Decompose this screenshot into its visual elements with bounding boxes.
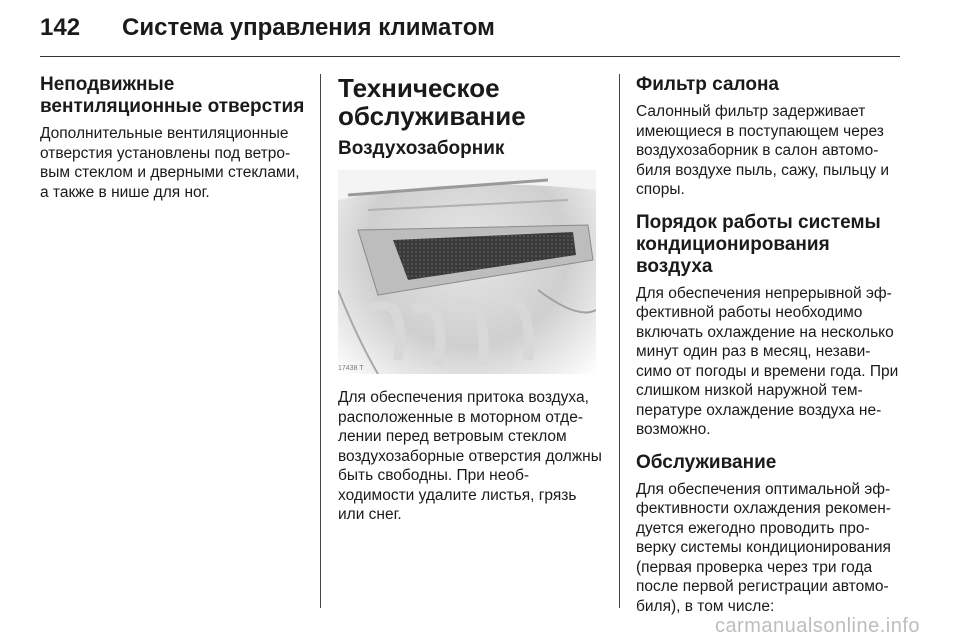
fixed-vents-heading: Неподвижные вентиляционные отверстия	[40, 74, 305, 117]
page-number: 142	[40, 14, 81, 41]
ac-operation-text: Для обеспечения непрерывной эф- фективной работы необходимо включать охлаждение на несколько минут один раз в месяц, незави- симо от погоды и времени года. При слишком низкой наружной тем- пературе охлаждение воздуха не- возможно.	[636, 284, 899, 438]
service-heading: Обслуживание	[636, 451, 777, 473]
column-divider	[619, 74, 620, 608]
ac-operation-heading: Порядок работы системы кондиционирования воздуха	[636, 211, 881, 277]
air-intake-text: Для обеспечения притока воздуха, расположенные в моторном отде- лении перед ветровым стеклом воздухозаборные отверстия должны быть свободны. При необ- ходимости удалите листья, грязь или снег.	[338, 389, 602, 523]
column-middle	[338, 74, 606, 537]
air-intake-photo	[338, 170, 596, 374]
column-divider	[320, 74, 321, 608]
air-intake-grille-illustration	[338, 170, 596, 374]
air-intake-heading: Воздухозаборник	[338, 138, 505, 159]
watermark: carmanualsonline.info	[714, 615, 920, 637]
header-rule	[40, 56, 900, 57]
cabin-filter-heading: Фильтр салона	[636, 74, 780, 95]
cabin-filter-text: Салонный фильтр задерживает имеющиеся в поступающем через воздухозаборник в салон автомо- биля воздухе пыль, сажу, пыльцу и споры.	[636, 103, 890, 198]
column-right	[636, 74, 904, 628]
page-header	[40, 14, 495, 44]
page-title: Система управления климатом	[122, 14, 495, 41]
fixed-vents-text: Дополнительные вентиляционные отверстия установлены под ветро- вым стеклом и дверными стеклами, а также в нише для ног.	[40, 125, 300, 201]
service-text: Для обеспечения оптимальной эф- фективности охлаждения рекомен- дуется ежегодно проводить про- верку системы кондиционирования (первая проверка через три года после первой регистрации автомо- биля), в том числе:	[636, 480, 891, 615]
photo-code: 17438 T	[338, 365, 364, 372]
maintenance-title: Техническое обслуживание	[338, 73, 526, 131]
column-left	[40, 74, 306, 214]
